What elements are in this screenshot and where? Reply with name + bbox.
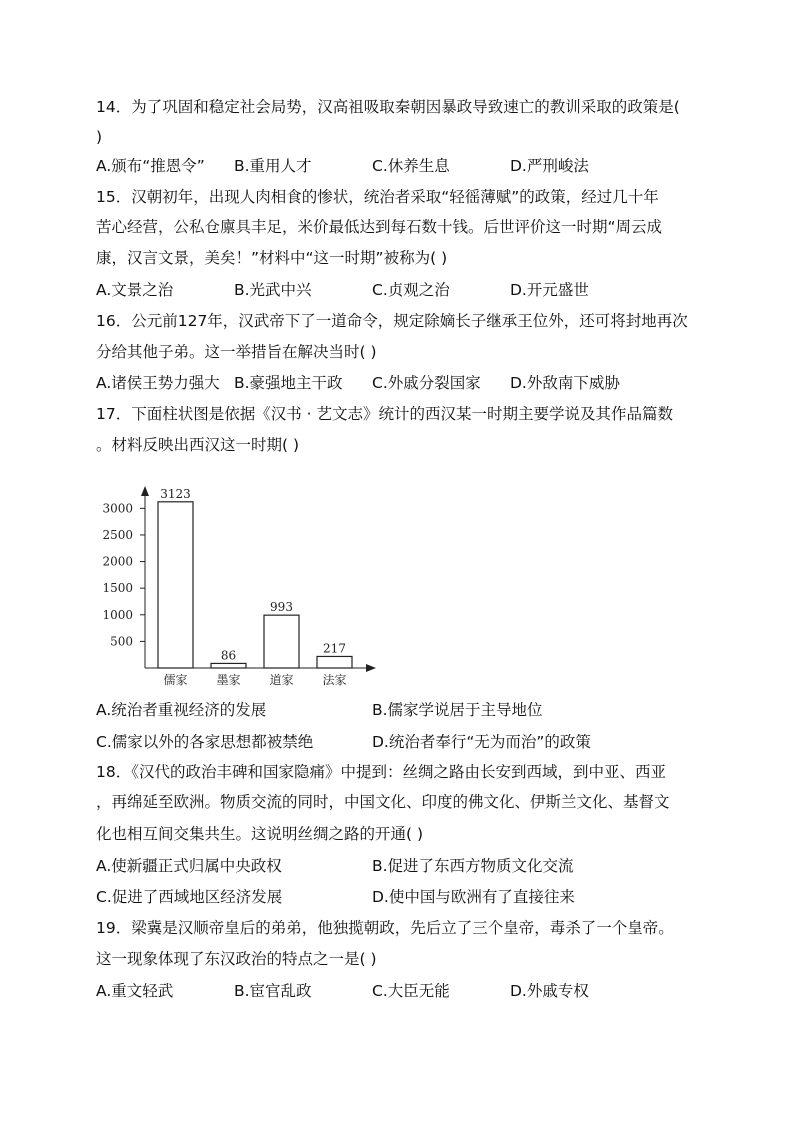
- q15-text-line-1: 15．汉朝初年，出现人肉相食的惨状，统治者采取“轻徭薄赋”的政策，经过几十年: [96, 188, 659, 206]
- q14-option-c: C.休养生息: [372, 157, 450, 175]
- q19-option-d: D.外戚专权: [510, 982, 589, 1000]
- q18-option-b: B.促进了东西方物质文化交流: [372, 857, 574, 875]
- q18-option-a: A.使新疆正式归属中央政权: [96, 857, 282, 875]
- q14-option-a: A.颁布“推恩令”: [96, 157, 205, 175]
- category-label-4: 法家: [322, 673, 347, 687]
- q14-text-line-1: 14．为了巩固和稳定社会局势，汉高祖吸取秦朝因暴政导致速亡的教训采取的政策是(: [96, 98, 680, 116]
- q18-text-line-1: 18．《汉代的政治丰碑和国家隐痛》中提到：丝绸之路由长安到西域，到中亚、西亚: [96, 763, 666, 781]
- q19-option-c: C.大臣无能: [372, 982, 450, 1000]
- q14-option-d: D.严刑峻法: [510, 157, 589, 175]
- q15-option-d: D.开元盛世: [510, 281, 589, 299]
- bar-chart: [90, 478, 390, 692]
- y-tick-label: 1500: [102, 581, 133, 596]
- q15-option-a: A.文景之治: [96, 281, 174, 299]
- q15-option-c: C.贞观之治: [372, 281, 450, 299]
- q18-option-d: D.使中国与欧洲有了直接往来: [372, 888, 575, 906]
- q17-option-a: A.统治者重视经济的发展: [96, 701, 267, 719]
- bar-3: [264, 615, 299, 668]
- category-label-2: 墨家: [216, 673, 241, 687]
- bar-2: [211, 663, 246, 668]
- q17-text-line-1: 17．下面柱状图是依据《汉书 · 艺文志》统计的西汉某一时期主要学说及其作品篇数: [96, 405, 674, 423]
- chart-ticks: [102, 501, 145, 648]
- q19-text-line-2: 这一现象体现了东汉政治的特点之一是( ): [96, 950, 377, 968]
- q17-text-line-2: 。材料反映出西汉这一时期( ): [96, 436, 300, 454]
- y-tick-label: 1000: [102, 607, 133, 622]
- q16-option-c: C.外戚分裂国家: [372, 374, 481, 392]
- data-label-2: 86: [220, 648, 237, 663]
- category-label-1: 儒家: [163, 673, 188, 687]
- q19-option-a: A.重文轻武: [96, 982, 174, 1000]
- y-tick-label: 500: [110, 634, 133, 649]
- data-label-4: 217: [323, 641, 346, 656]
- y-axis-arrow: [141, 486, 149, 496]
- q14-option-b: B.重用人才: [234, 157, 312, 175]
- q15-option-b: B.光武中兴: [234, 281, 312, 299]
- data-label-3: 993: [270, 600, 293, 615]
- y-tick-label: 2000: [102, 554, 133, 569]
- q19-text-line-1: 19．梁冀是汉顺帝皇后的弟弟，他独揽朝政，先后立了三个皇帝，毒杀了一个皇帝。: [96, 919, 674, 937]
- q18-text-line-2: ，再绵延至欧洲。物质交流的同时，中国文化、印度的佛文化、伊斯兰文化、基督文: [96, 793, 670, 811]
- q18-text-line-3: 化也相互间交集共生。这说明丝绸之路的开通( ): [96, 825, 424, 843]
- bar-1: [158, 502, 193, 668]
- q17-option-d: D.统治者奉行“无为而治”的政策: [372, 733, 591, 751]
- q16-option-d: D.外敌南下威胁: [510, 374, 620, 392]
- y-tick-label: 2500: [102, 527, 133, 542]
- q18-option-c: C.促进了西域地区经济发展: [96, 888, 283, 906]
- bar-4: [317, 656, 352, 668]
- q16-option-a: A.诸侯王势力强大: [96, 374, 220, 392]
- q14-text-line-2: ): [96, 128, 103, 146]
- y-tick-label: 3000: [102, 501, 133, 516]
- q16-text-line-2: 分给其他子弟。这一举措旨在解决当时( ): [96, 343, 377, 361]
- data-label-1: 3123: [160, 486, 191, 501]
- q17-option-b: B.儒家学说居于主导地位: [372, 701, 543, 719]
- q17-option-c: C.儒家以外的各家思想都被禁绝: [96, 733, 314, 751]
- q15-text-line-2: 苦心经营，公私仓廪具丰足，米价最低达到每石数十钱。后世评价这一时期“周云成: [96, 218, 663, 236]
- q15-text-line-3: 康，汉言文景，美矣！”材料中“这一时期”被称为( ): [96, 249, 448, 267]
- q16-option-b: B.豪强地主干政: [234, 374, 343, 392]
- category-label-3: 道家: [269, 673, 294, 687]
- q16-text-line-1: 16．公元前127年，汉武帝下了一道命令，规定除嫡长子继承王位外，还可将封地再次: [96, 312, 688, 330]
- x-axis-arrow: [366, 664, 376, 672]
- q19-option-b: B.宦官乱政: [234, 982, 312, 1000]
